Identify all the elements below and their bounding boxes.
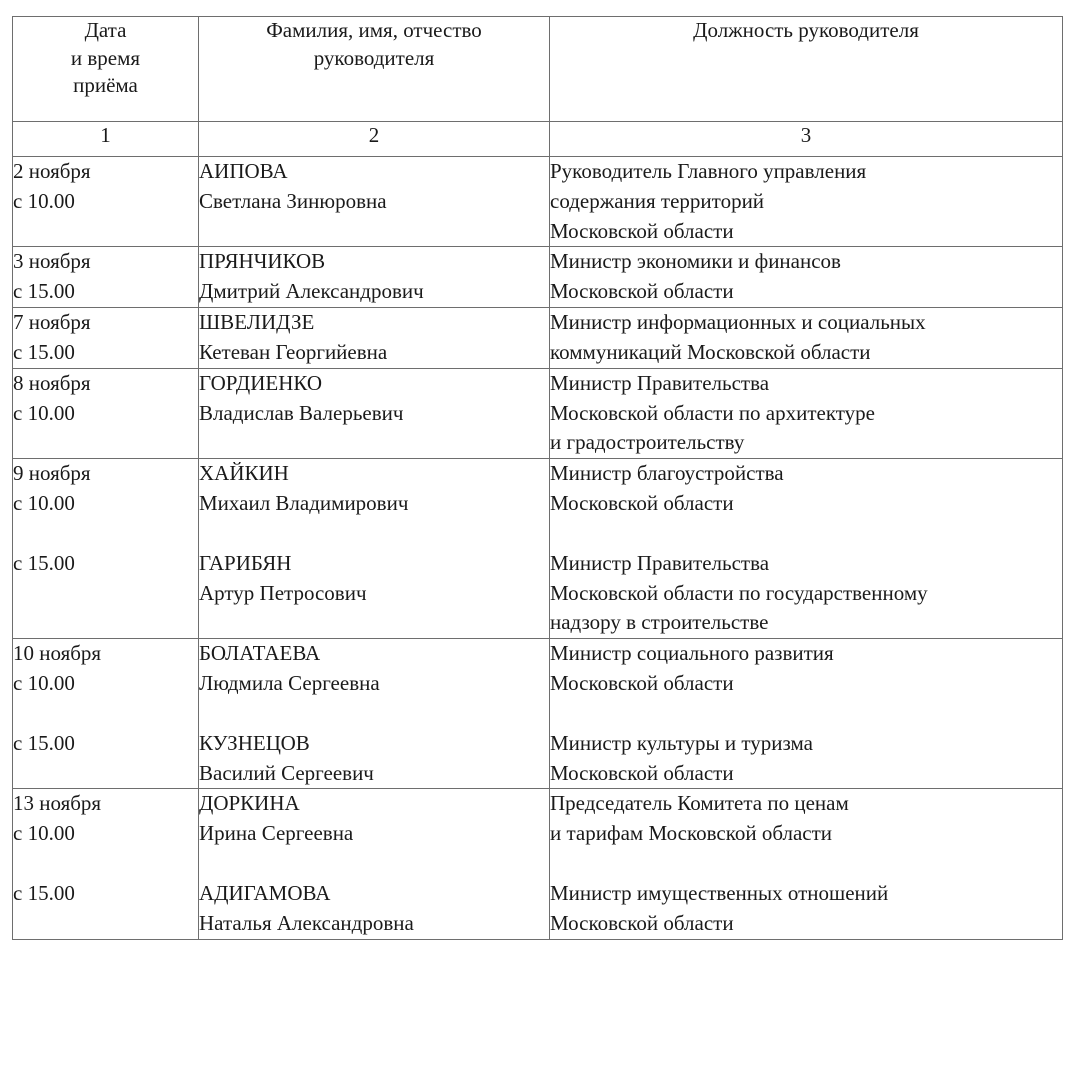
cell-position (550, 157, 1063, 247)
surname-line: АДИГАМОВА (199, 881, 331, 906)
position-line: и градостроительству (550, 430, 745, 455)
table-row (13, 308, 1063, 369)
given-name-line: Владислав Валерьевич (199, 400, 404, 425)
date-entry (13, 789, 198, 849)
header-date-time (13, 17, 199, 122)
surname-line: АИПОВА (199, 159, 288, 183)
time-line: с 15.00 (13, 730, 75, 755)
header-date-line-2: и время (70, 45, 141, 70)
date-entry (13, 369, 198, 429)
column-number-3: 3 (550, 122, 1063, 157)
date-line: с 10.00 (13, 490, 75, 515)
surname-line: ШВЕЛИДЗЕ (199, 310, 315, 335)
given-name-line: Кетеван Георгийевна (199, 339, 388, 364)
given-name-line: Людмила Сергеевна (199, 671, 380, 695)
position-line: Министр социального развития (550, 641, 834, 666)
surname-line: ДОРКИНА (199, 791, 300, 816)
table-row (13, 247, 1063, 308)
name-entry (199, 549, 549, 609)
cell-position (550, 639, 1063, 789)
name-entry (199, 459, 549, 519)
surname-line: ГОРДИЕНКО (199, 370, 323, 395)
position-line: Министр имущественных отношений (550, 881, 889, 906)
table-body (13, 157, 1063, 940)
cell-full-name (199, 789, 550, 939)
column-number-row (13, 122, 1063, 157)
given-name-line: Василий Сергеевич (199, 760, 374, 785)
position-entry (550, 729, 1062, 789)
header-name-line-1: Фамилия, имя, отчество (266, 18, 482, 42)
surname-line: ХАЙКИН (199, 461, 289, 486)
header-full-name (199, 17, 550, 122)
position-line: Руководитель Главного управления (550, 159, 867, 183)
cell-date-time (13, 789, 199, 939)
position-entry (550, 549, 1062, 638)
position-line: Министр Правительства (550, 370, 770, 395)
cell-position (550, 459, 1063, 639)
surname-line: ГАРИБЯН (199, 550, 292, 575)
position-line: содержания территорий (550, 188, 765, 213)
cell-date-time (13, 308, 199, 369)
cell-date-time (13, 157, 199, 247)
header-name-line-2: руководителя (313, 45, 435, 70)
cell-full-name (199, 308, 550, 369)
column-number-1: 1 (13, 122, 199, 157)
cell-position (550, 308, 1063, 369)
position-entry (550, 157, 1062, 246)
cell-position (550, 247, 1063, 308)
given-name-line: Михаил Владимирович (199, 490, 409, 515)
position-line: Московской области по государственному (550, 580, 928, 605)
date-entry (13, 308, 198, 368)
header-position-line-1: Должность руководителя (693, 18, 919, 42)
name-entry (199, 308, 549, 368)
position-line: Министр культуры и туризма (550, 730, 813, 755)
name-entry (199, 879, 549, 939)
date-entry (13, 157, 198, 217)
position-entry (550, 247, 1062, 307)
date-line: 7 ноября (13, 310, 91, 335)
column-number-2: 2 (199, 122, 550, 157)
name-entry (199, 157, 549, 217)
given-name-line: Ирина Сергеевна (199, 821, 354, 846)
cell-position (550, 368, 1063, 458)
time-entry (13, 879, 198, 909)
cell-date-time (13, 368, 199, 458)
date-line: 3 ноября (13, 249, 91, 274)
table-row (13, 368, 1063, 458)
date-line: 10 ноября (13, 641, 102, 666)
position-line: Московской области по архитектуре (550, 400, 876, 425)
cell-date-time (13, 247, 199, 308)
position-line: Председатель Комитета по ценам (550, 791, 849, 816)
name-entry (199, 369, 549, 429)
name-entry (199, 789, 549, 849)
date-entry (13, 247, 198, 307)
position-line: Московской области (550, 910, 734, 935)
date-line: с 15.00 (13, 339, 75, 364)
header-date-line-1: Дата (84, 18, 127, 42)
table-header (13, 17, 1063, 157)
date-line: с 10.00 (13, 188, 75, 213)
position-line: Московской области (550, 760, 734, 785)
date-line: с 10.00 (13, 400, 75, 425)
position-entry (550, 308, 1062, 368)
date-line: с 15.00 (13, 279, 75, 304)
cell-full-name (199, 247, 550, 308)
date-entry (13, 639, 198, 699)
surname-line: КУЗНЕЦОВ (199, 730, 310, 755)
date-line: с 10.00 (13, 821, 75, 846)
position-line: коммуникаций Московской области (550, 339, 871, 364)
position-line: Министр благоустройства (550, 461, 784, 486)
table-row (13, 157, 1063, 247)
position-line: надзору в строительстве (550, 610, 769, 635)
date-line: 2 ноября (13, 159, 91, 183)
given-name-line: Светлана Зинюровна (199, 188, 387, 213)
position-line: Московской области (550, 218, 734, 243)
time-entry (13, 729, 198, 759)
date-line: 9 ноября (13, 461, 91, 486)
time-line: с 15.00 (13, 881, 75, 906)
position-line: и тарифам Московской области (550, 821, 833, 846)
date-line: с 10.00 (13, 671, 75, 695)
position-line: Министр Правительства (550, 550, 770, 575)
cell-date-time (13, 459, 199, 639)
date-line: 8 ноября (13, 370, 91, 395)
name-entry (199, 639, 549, 699)
date-line: 13 ноября (13, 791, 102, 816)
cell-date-time (13, 639, 199, 789)
surname-line: ПРЯНЧИКОВ (199, 249, 326, 274)
table-row (13, 459, 1063, 639)
cell-full-name (199, 157, 550, 247)
position-entry (550, 879, 1062, 939)
cell-position (550, 789, 1063, 939)
header-row (13, 17, 1063, 122)
name-entry (199, 729, 549, 789)
header-position (550, 17, 1063, 122)
header-date-line-3: приёма (73, 73, 138, 98)
position-entry (550, 789, 1062, 849)
cell-full-name (199, 639, 550, 789)
surname-line: БОЛАТАЕВА (199, 641, 321, 666)
given-name-line: Артур Петросович (199, 580, 367, 605)
position-line: Московской области (550, 279, 734, 304)
table-row (13, 789, 1063, 939)
cell-full-name (199, 459, 550, 639)
reception-schedule-table (12, 16, 1063, 940)
position-line: Московской области (550, 671, 734, 695)
time-line: с 15.00 (13, 550, 75, 575)
date-entry (13, 459, 198, 519)
given-name-line: Дмитрий Александрович (199, 279, 424, 304)
time-entry (13, 549, 198, 579)
position-line: Министр экономики и финансов (550, 249, 841, 274)
position-line: Министр информационных и социальных (550, 310, 926, 335)
cell-full-name (199, 368, 550, 458)
name-entry (199, 247, 549, 307)
position-entry (550, 639, 1062, 699)
table-row (13, 639, 1063, 789)
position-entry (550, 369, 1062, 458)
position-line: Московской области (550, 490, 734, 515)
given-name-line: Наталья Александровна (199, 910, 414, 935)
position-entry (550, 459, 1062, 519)
